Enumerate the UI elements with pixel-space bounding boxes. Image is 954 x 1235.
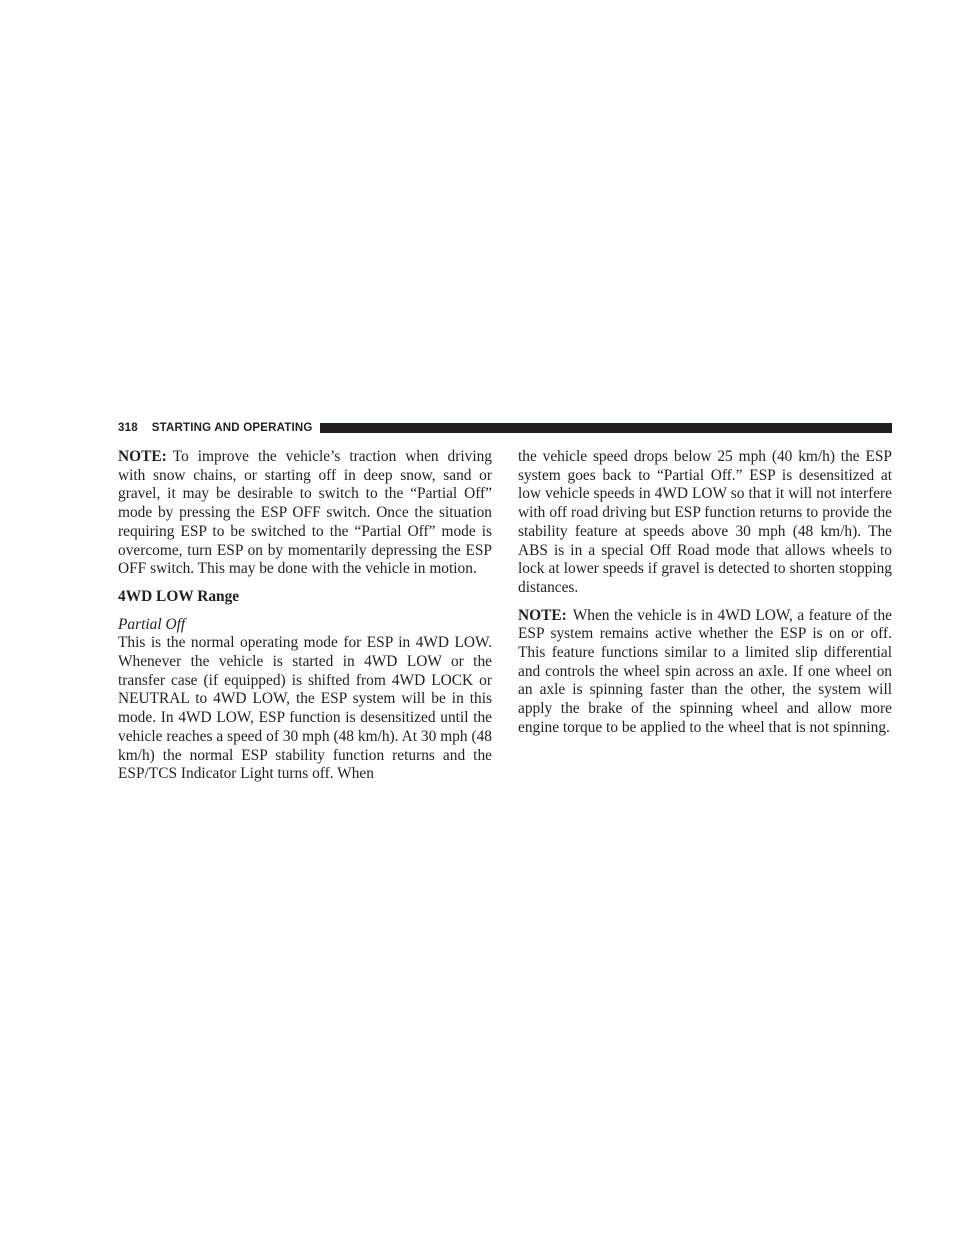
continuation-paragraph: the vehicle speed drops below 25 mph (40 km/h) the ESP system goes back to “Partial Off.” ESP is desensitized at low vehicle speeds in 4WD LOW so that it will not interfere with off road driving but ESP function returns to provide the stability feature at speeds above 30 mph (48 km/h). The ABS is in a special Off Road mode that allows wheels to lock at lower speeds if gravel is detected to shorten stopping distances.	[518, 448, 892, 596]
right-column	[518, 448, 892, 747]
section-heading: 4WD LOW Range	[118, 587, 240, 605]
note-label: NOTE:	[118, 448, 167, 465]
header-rule	[320, 423, 892, 433]
note-paragraph-1	[118, 448, 492, 579]
body-paragraph: This is the normal operating mode for ESP in 4WD LOW. Whenever the vehicle is started in 4WD LOW or the transfer case (if equipped) is shifted from 4WD LOCK or NEUTRAL to 4WD LOW, the ESP system will be in this mode. In 4WD LOW, ESP function is desensitized until the vehicle reaches a speed of 30 mph (48 km/h). At 30 mph (48 km/h) the normal ESP stability function returns and the ESP/TCS Indicator Light turns off. When	[118, 634, 492, 783]
section-title: STARTING AND OPERATING	[151, 422, 313, 434]
subsection-heading: Partial Off	[118, 615, 186, 633]
note-text: To improve the vehicle’s traction when driving with snow chains, or starting off in deep snow, sand or gravel, it may be desirable to switch to the “Partial Off” mode by pressing the ESP OFF switch. Once the situation requiring ESP to be switched to the “Partial Off” mode is overcome, turn ESP on by momentarily depressing the ESP OFF switch. This may be done with the vehicle in motion.	[118, 448, 492, 578]
note-label: NOTE:	[518, 606, 567, 624]
note-text: When the vehicle is in 4WD LOW, a feature of the ESP system remains active whether the ESP is on or off. This feature functions similar to a limited slip differential and controls the wheel spin across an axle. If one wheel on an axle is spinning faster than the other, the system will apply the brake of the spinning wheel and allow more engine torque to be applied to the wheel that is not spinning.	[518, 606, 892, 736]
note-paragraph-2	[518, 607, 892, 738]
page-header	[118, 420, 892, 436]
left-column	[118, 448, 492, 784]
page-number: 318	[118, 422, 138, 434]
